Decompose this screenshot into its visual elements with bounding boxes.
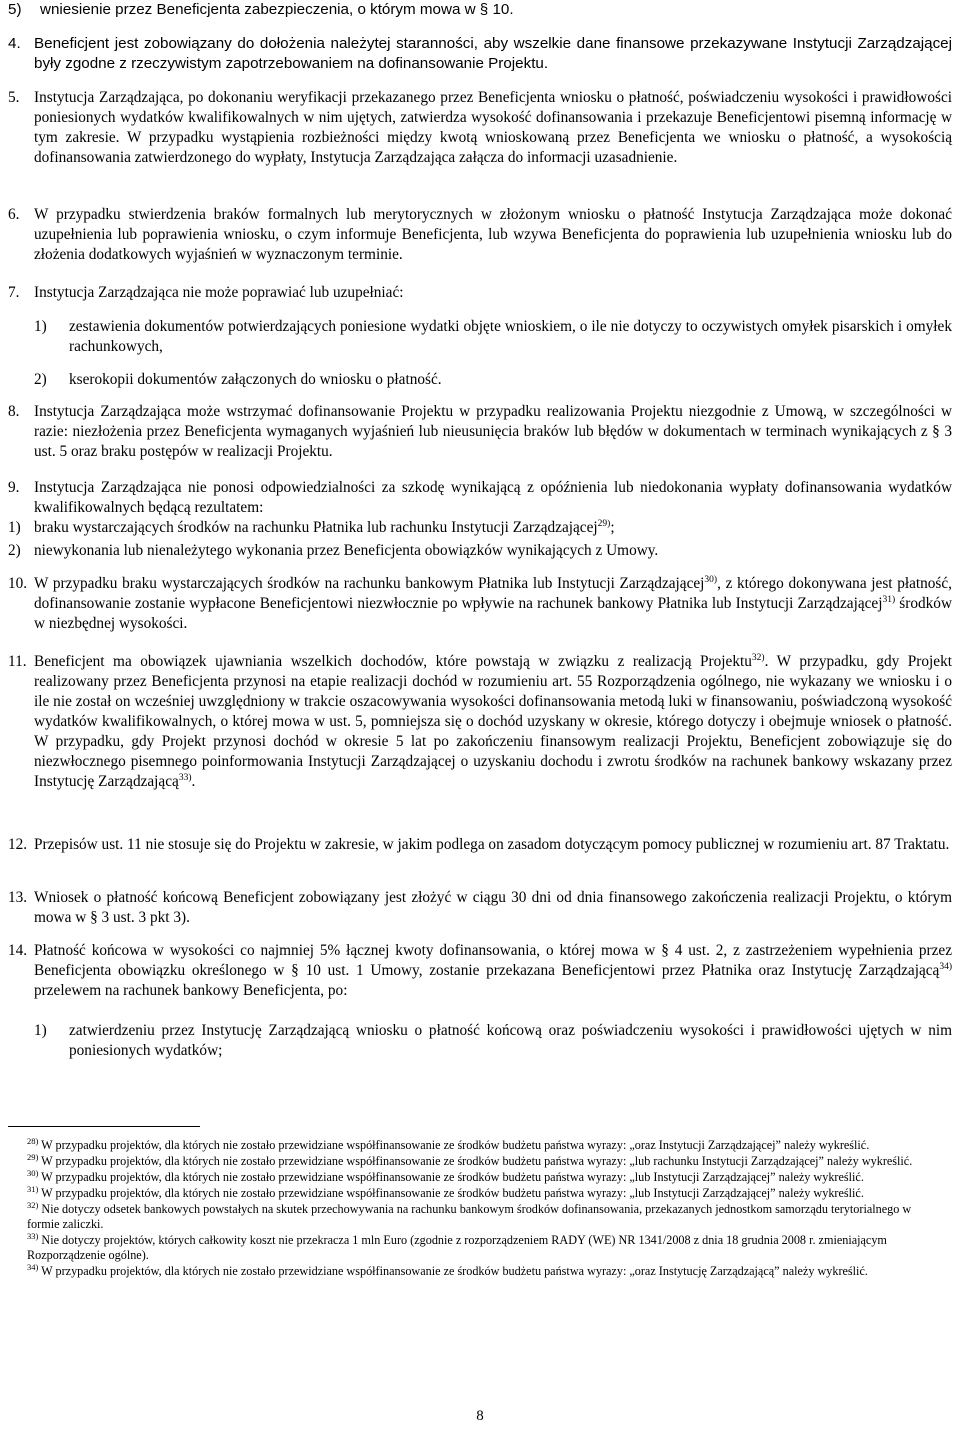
paragraph-9	[8, 478, 952, 518]
paragraph-7	[8, 283, 952, 303]
footnote-mark: 32)	[27, 1200, 39, 1211]
paragraph-number: 14.	[8, 942, 28, 959]
footnote-ref: 29)	[597, 519, 611, 529]
footnote-ref: 34)	[939, 962, 952, 972]
paragraph-5	[8, 88, 952, 168]
paragraph-text: . W przypadku, gdy Projekt realizowany przez Beneficjenta przynosi na etapie realizacji dochód w rozumieniu art. 55 Rozporządzenia ogólnego, nie wykazany we wniosku i o ile nie został on wcześniej uwzględniony w trakcie oszacowywania wysokości dofinansowania metodą luki w finansowaniu, poświadczoną wysokość wydatków kwalifikowalnych, o której mowa w ust. 5, pomniejsza się o dochód uzyskany w okresie, którego dotyczy i obejmuje wniosek o płatność. W przypadku, gdy Projekt przynosi dochód w okresie 5 lat po zakończeniu finansowym realizacji Projektu, Beneficjent zobowiązuje się do niezwłocznego pisemnego poinformowania Instytucji Zarządzającej o uzyskaniu dochodu i zwrotu środków na rachunek bankowy wskazany przez Instytucję Zarządzającą	[34, 653, 952, 790]
paragraph-text: Płatność końcowa w wysokości co najmniej 5% łącznej kwoty dofinansowania, o której mowa w § 4 ust. 2, z zastrzeżeniem wypełnienia przez Beneficjenta obowiązku określonego w § 10 ust. 1 Umowy, zostanie przekazana Beneficjentowi przez Płatnika oraz Instytucję Zarządzającą	[34, 942, 952, 979]
paragraph-13	[8, 888, 952, 928]
paragraph-text: , z którego dokonywana jest płatność, dofinansowanie zostanie wypłacone Beneficjentowi niezwłocznie po wpływie na rachunek bankowy Płatnika lub Instytucji Zarządzającej	[34, 575, 952, 612]
paragraph-number: 9.	[8, 479, 20, 496]
page-number: 8	[476, 1408, 484, 1424]
footnote	[27, 1186, 939, 1201]
paragraph-6	[8, 205, 952, 265]
list-item	[8, 518, 952, 538]
paragraph-4	[8, 34, 952, 74]
paragraph-text: Wniosek o płatność końcową Beneficjent zobowiązany jest złożyć w ciągu 30 dni od dnia finansowego zakończenia realizacji Projektu, o którym mowa w § 3 ust. 3 pkt 3).	[34, 889, 952, 926]
paragraph-8	[8, 402, 952, 462]
paragraph-number: 8.	[8, 403, 20, 420]
paragraph-number: 13.	[8, 889, 28, 906]
list-item	[8, 317, 952, 357]
footnote	[27, 1138, 939, 1153]
list-item	[8, 370, 952, 390]
footnote-mark: 28)	[27, 1136, 39, 1146]
list-item	[8, 1021, 952, 1061]
paragraph-text: Instytucja Zarządzająca nie może poprawiać lub uzupełniać:	[34, 284, 404, 301]
item-number: 2)	[8, 542, 21, 559]
footnote-text: W przypadku projektów, dla których nie zostało przewidziane współfinansowanie ze środków budżetu państwa wyrazy: „lub Instytucji Zarządzającej” należy wykreślić.	[41, 1170, 864, 1185]
paragraph-text: Instytucja Zarządzająca nie ponosi odpowiedzialności za szkodę wynikającą z opóźnienia lub niedokonania wypłaty dofinansowania wydatków kwalifikowalnych będącą rezultatem:	[34, 479, 952, 516]
footnote	[27, 1154, 939, 1169]
paragraph-text: środków w niezbędnej wysokości.	[34, 595, 952, 632]
item-text: braku wystarczających środków na rachunku Płatnika lub rachunku Instytucji Zarządzającej	[34, 519, 598, 536]
item-text: zestawienia dokumentów potwierdzających poniesione wydatki objęte wnioskiem, o ile nie dotyczy to oczywistych omyłek pisarskich i omyłek rachunkowych,	[69, 318, 952, 355]
footnote-separator	[8, 1126, 200, 1127]
footnote-mark: 33)	[27, 1231, 39, 1242]
footnote-text: W przypadku projektów, dla których nie zostało przewidziane współfinansowanie ze środków budżetu państwa wyrazy: „oraz Instytucji Zarządzającej” należy wykreślić.	[41, 1138, 870, 1152]
paragraph-text: Beneficjent ma obowiązek ujawniania wszelkich dochodów, które powstają w związku z realizacją Projektu	[34, 653, 752, 670]
item-text-end: ;	[610, 519, 615, 536]
item-text: niewykonania lub nienależytego wykonania przez Beneficjenta obowiązków wynikających z Umowy.	[34, 542, 659, 559]
paragraph-text: Przepisów ust. 11 nie stosuje się do Projektu w zakresie, w jakim podlega on zasadom dotyczącym pomocy publicznej w rozumieniu art. 87 Traktatu.	[34, 836, 950, 853]
paragraph-number: 7.	[8, 284, 20, 301]
footnote	[27, 1202, 939, 1231]
footnote-ref: 32)	[751, 653, 765, 663]
paragraph-text: Instytucja Zarządzająca, po dokonaniu weryfikacji przekazanego przez Beneficjenta wniosku o płatność, poświadczeniu wysokości i prawidłowości poniesionych wydatków kwalifikowalnych w nim ujętych, zatwierdza wysokość dofinansowania i przekazuje Beneficjentowi pisemną informację w tym zakresie. W przypadku wystąpienia rozbieżności między kwotą wnioskowaną przez Beneficjenta we wniosku o płatność, a wysokością dofinansowania zatwierdzonego do wypłaty, Instytucja Zarządzająca załącza do informacji uzasadnienie.	[34, 89, 952, 166]
footnote-ref: 31)	[882, 595, 896, 605]
paragraph-number: 4.	[8, 35, 21, 52]
item-number: 1)	[34, 1022, 47, 1039]
paragraph-12	[8, 835, 952, 855]
item-number: 1)	[8, 519, 21, 536]
paragraph-text: Instytucja Zarządzająca może wstrzymać dofinansowanie Projektu w przypadku realizowania Projektu niezgodnie z Umową, w szczególności w razie: niezłożenia przez Beneficjenta wymaganych wyjaśnień lub nieusunięcia braków lub błędów w dokumentach w terminach wynikających z § 3 ust. 5 oraz braku postępów w realizacji Projektu.	[34, 403, 952, 460]
paragraph-number: 11.	[8, 653, 27, 670]
footnote-mark: 29)	[27, 1152, 39, 1163]
paragraph-text: W przypadku stwierdzenia braków formalnych lub merytorycznych w złożonym wniosku o płatność Instytucja Zarządzająca może dokonać uzupełnienia lub poprawienia wniosku, o czym informuje Beneficjenta, lub wzywa Beneficjenta do poprawienia lub uzupełnienia wniosku lub do złożenia dodatkowych wyjaśnień w wyznaczonym terminie.	[34, 206, 952, 263]
footnote-text: W przypadku projektów, dla których nie zostało przewidziane współfinansowanie ze środków budżetu państwa wyrazy: „lub Instytucji Zarządzającej” należy wykreślić.	[41, 1186, 864, 1201]
paragraph-text: .	[191, 773, 196, 790]
item-number: 5)	[8, 1, 22, 18]
footnote-text: Nie dotyczy projektów, których całkowity koszt nie przekracza 1 mln Euro (zgodnie z rozporządzeniem RADY (WE) NR 1341/2008 z dnia 18 grudnia 2008 r. zmieniającym Rozporządzenie ogólne).	[27, 1233, 887, 1262]
footnote	[27, 1170, 939, 1185]
paragraph-number: 6.	[8, 206, 20, 223]
footnote	[27, 1261, 939, 1279]
paragraph-number: 10.	[8, 575, 28, 592]
paragraph-11	[8, 652, 952, 792]
footnote-ref: 30)	[704, 575, 718, 585]
footnotes	[27, 1138, 939, 1280]
footnote-mark: 34)	[27, 1261, 39, 1272]
item-number: 1)	[34, 318, 47, 335]
footnote-mark: 31)	[27, 1184, 39, 1195]
footnote	[27, 1233, 939, 1262]
list-item	[8, 0, 952, 20]
paragraph-text: Beneficjent jest zobowiązany do dołożenia należytej staranności, aby wszelkie dane finansowe przekazywane Instytucji Zarządzającej były zgodne z rzeczywistym zapotrzebowaniem na dofinansowanie Projektu.	[34, 35, 952, 72]
item-text: wniesienie przez Beneficjenta zabezpieczenia, o którym mowa w § 10.	[40, 1, 514, 18]
footnote-ref: 33)	[178, 773, 192, 783]
footnote-mark: 30)	[27, 1168, 39, 1179]
footnote-text: Nie dotyczy odsetek bankowych powstałych na skutek przechowywania na rachunku bankowym środków dofinansowania, przekazanych jednostkom samorządu terytorialnego w formie zaliczki.	[27, 1202, 912, 1231]
paragraph-number: 12.	[8, 836, 28, 853]
item-number: 2)	[34, 371, 47, 388]
paragraph-number: 5.	[8, 89, 20, 106]
item-text: kserokopii dokumentów załączonych do wniosku o płatność.	[69, 371, 442, 388]
paragraph-10	[8, 574, 952, 634]
paragraph-14	[8, 941, 952, 1001]
paragraph-text: W przypadku braku wystarczających środków na rachunku bankowym Płatnika lub Instytucji Zarządzającej	[34, 575, 705, 592]
footnote-text: W przypadku projektów, dla których nie zostało przewidziane współfinansowanie ze środków budżetu państwa wyrazy: „lub rachunku Instytucji Zarządzającej” należy wykreślić.	[41, 1154, 913, 1169]
list-item	[8, 541, 952, 561]
footnote-text: W przypadku projektów, dla których nie zostało przewidziane współfinansowanie ze środków budżetu państwa wyrazy: „oraz Instytucję Zarządzającą” należy wykreślić.	[41, 1263, 868, 1278]
item-text: zatwierdzeniu przez Instytucję Zarządzającą wniosku o płatność końcową oraz poświadczeniu wysokości i prawidłowości ujętych w nim poniesionych wydatków;	[69, 1022, 952, 1059]
paragraph-text: przelewem na rachunek bankowy Beneficjenta, po:	[34, 982, 348, 999]
